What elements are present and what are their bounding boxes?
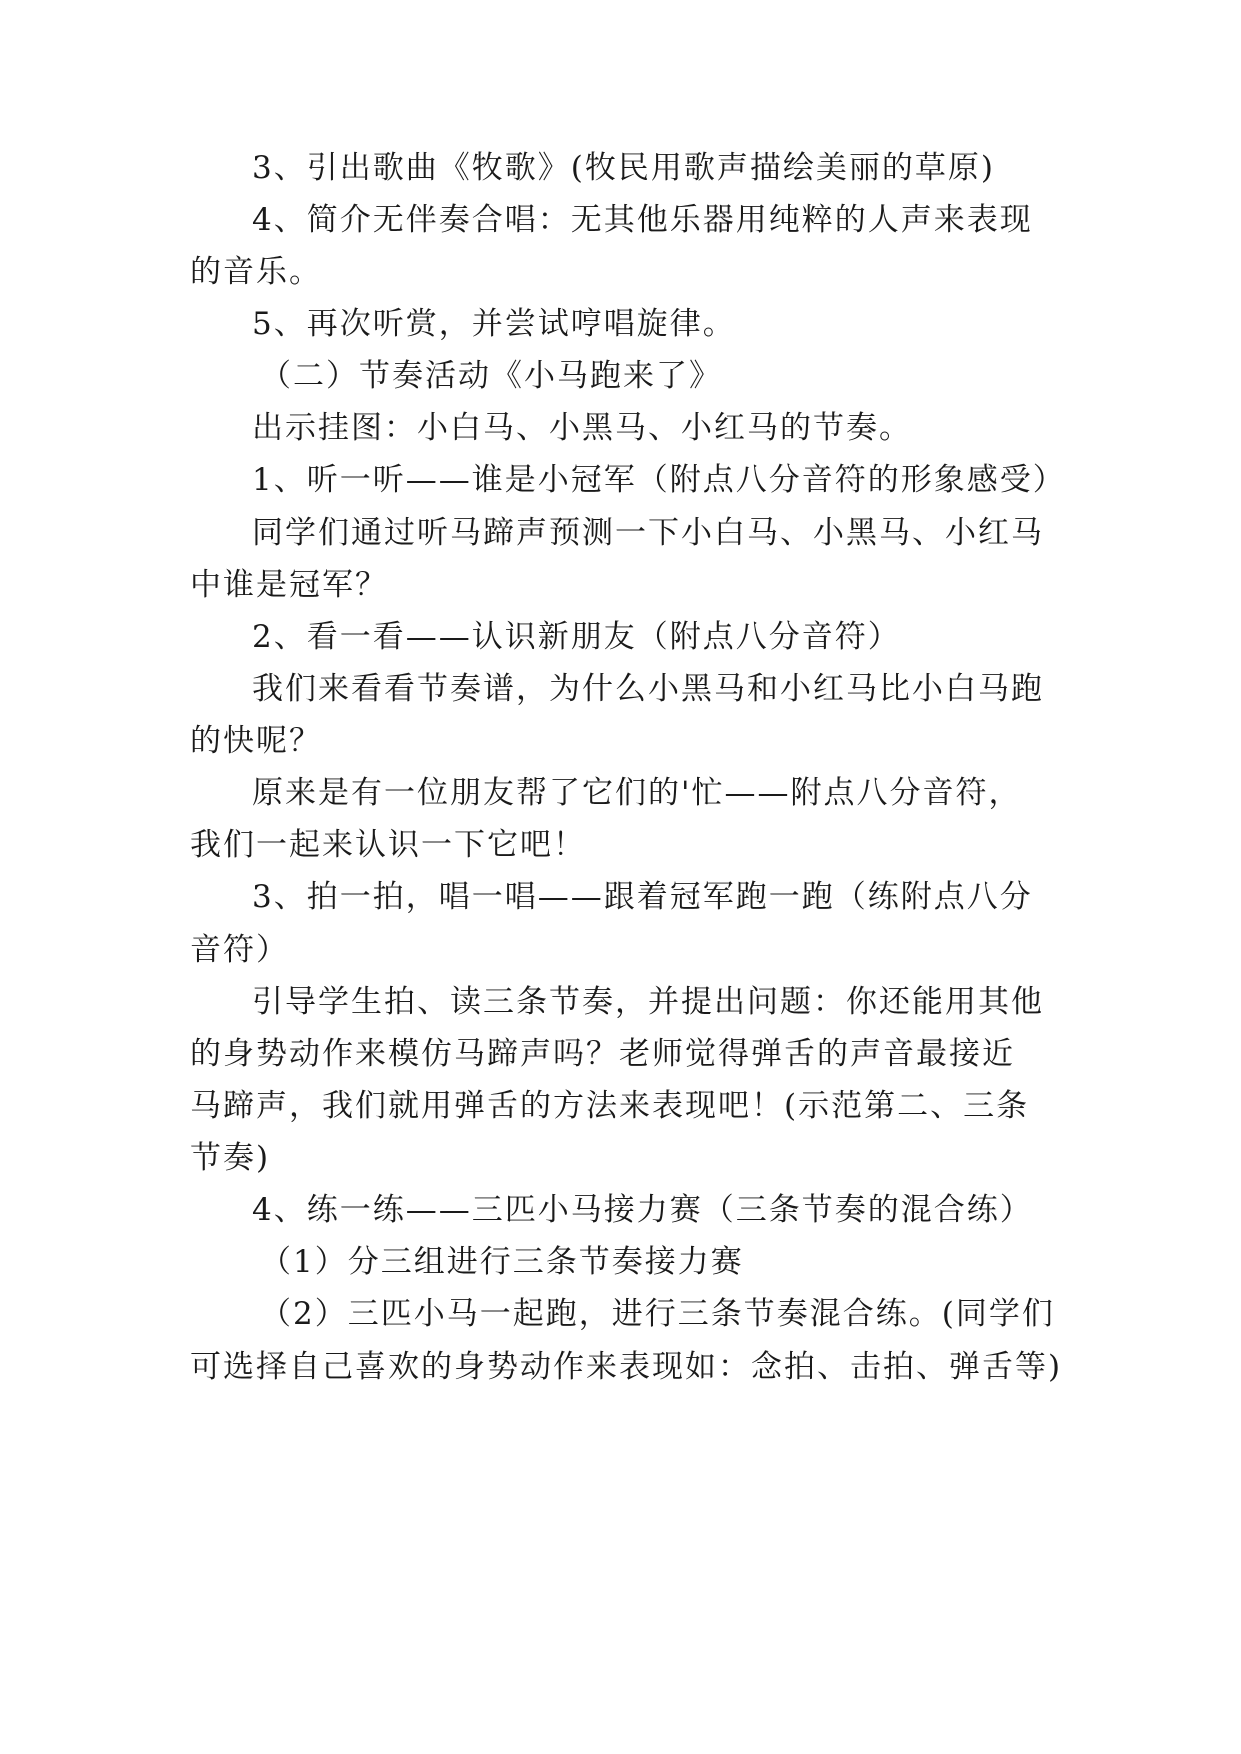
paragraph-line: 5、再次听赏，并尝试哼唱旋律。: [252, 306, 736, 342]
paragraph-line: 可选择自己喜欢的身势动作来表现如：念拍、击拍、弹舌等): [190, 1349, 1063, 1385]
section-heading: （二）节奏活动《小马跑来了》: [260, 358, 722, 394]
paragraph-line: 的身势动作来模仿马蹄声吗？老师觉得弹舌的声音最接近: [190, 1036, 1015, 1072]
paragraph-line: 马蹄声，我们就用弹舌的方法来表现吧！(示范第二、三条: [190, 1088, 1030, 1124]
paragraph-line: 2、看一看——认识新朋友（附点八分音符）: [252, 619, 901, 655]
paragraph-line: 3、引出歌曲《牧歌》(牧民用歌声描绘美丽的草原): [252, 150, 995, 186]
paragraph-line: 节奏): [190, 1140, 271, 1176]
paragraph-line: 音符）: [190, 932, 289, 968]
paragraph-line: （1）分三组进行三条节奏接力赛: [260, 1244, 744, 1280]
paragraph-line: 引导学生拍、读三条节奏，并提出问题：你还能用其他: [252, 984, 1044, 1020]
paragraph-line: 原来是有一位朋友帮了它们的'忙——附点八分音符，: [252, 775, 1022, 811]
paragraph-line: 出示挂图：小白马、小黑马、小红马的节奏。: [252, 410, 912, 446]
paragraph-line: 的快呢？: [190, 723, 322, 759]
paragraph-line: 1、听一听——谁是小冠军（附点八分音符的形象感受）: [252, 462, 1066, 498]
paragraph-line: 中谁是冠军？: [190, 567, 388, 603]
paragraph-line: 我们一起来认识一下它吧！: [190, 827, 586, 863]
paragraph-line: 3、拍一拍，唱一唱——跟着冠军跑一跑（练附点八分: [252, 879, 1033, 915]
paragraph-line: 4、简介无伴奏合唱：无其他乐器用纯粹的人声来表现: [252, 202, 1033, 238]
paragraph-line: 4、练一练——三匹小马接力赛（三条节奏的混合练）: [252, 1192, 1033, 1228]
paragraph-line: 我们来看看节奏谱，为什么小黑马和小红马比小白马跑: [252, 671, 1044, 707]
paragraph-line: 的音乐。: [190, 254, 322, 290]
paragraph-line: （2）三匹小马一起跑，进行三条节奏混合练。(同学们: [260, 1296, 1055, 1332]
paragraph-line: 同学们通过听马蹄声预测一下小白马、小黑马、小红马: [252, 515, 1044, 551]
